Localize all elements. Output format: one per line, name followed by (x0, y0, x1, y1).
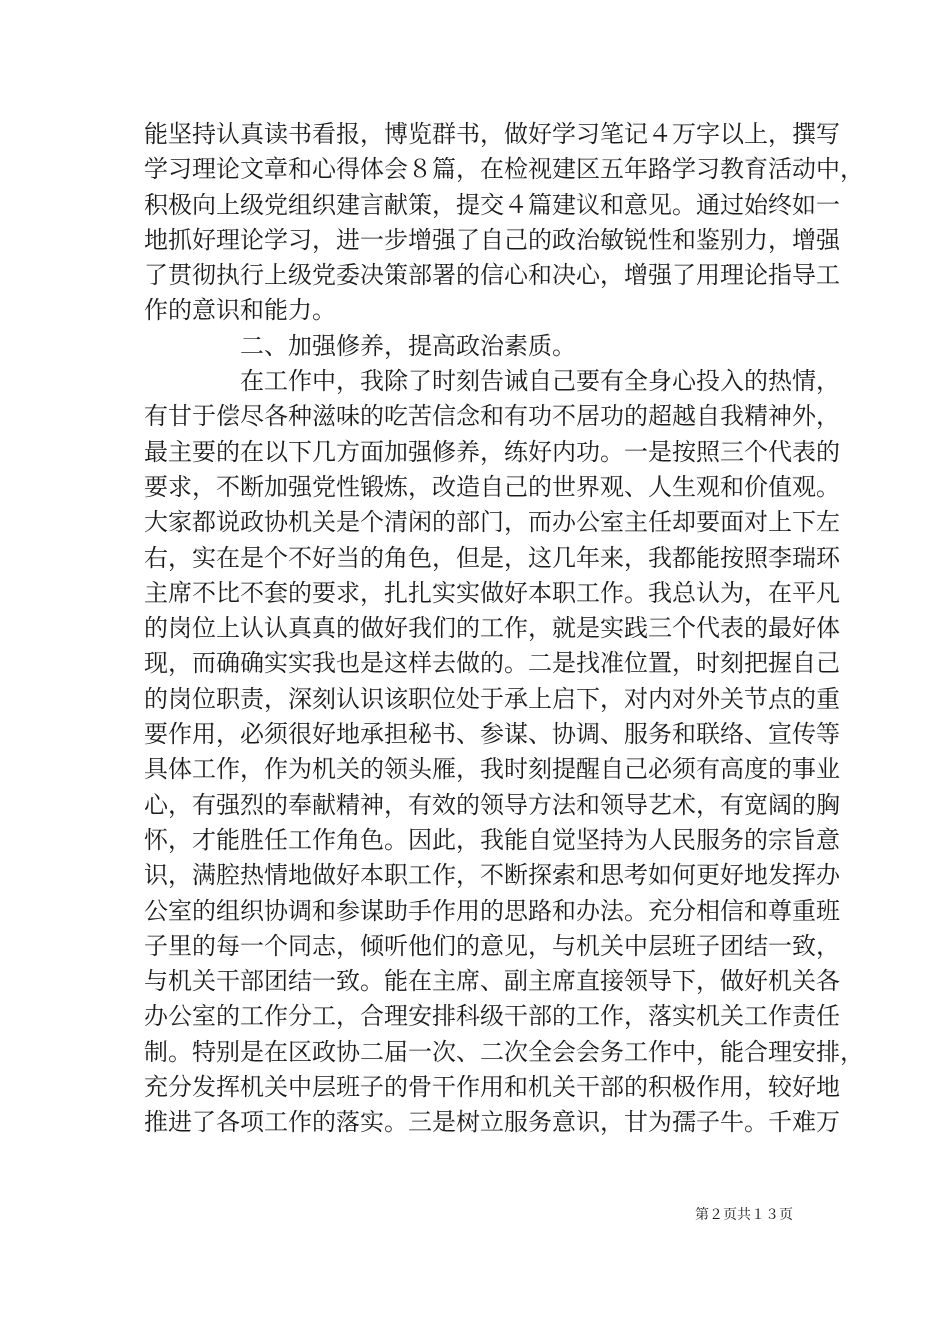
text-line: 能坚持认真读书看报，博览群书，做好学习笔记４万字以上，撰写 (144, 120, 840, 148)
text-line: 办公室的工作分工，合理安排科级干部的工作，落实机关工作责任 (144, 1002, 840, 1031)
section-heading: 二、加强修养，提高政治素质。 (240, 331, 576, 360)
text-line: 右，实在是个不好当的角色，但是，这几年来，我都能按照李瑞环 (144, 543, 840, 572)
page-number: 第２页共１３页 (695, 1207, 793, 1223)
document-body (144, 117, 864, 1141)
paragraph-first-line: 在工作中，我除了时刻告诫自己要有全身心投入的热情， (240, 367, 840, 396)
text-line: 地抓好理论学习，进一步增强了自己的政治敏锐性和鉴别力，增强 (144, 225, 840, 254)
text-line: 识，满腔热情地做好本职工作，不断探索和思考如何更好地发挥办 (144, 861, 840, 890)
text-line: 的岗位职责，深刻认识该职位处于承上启下，对内对外关节点的重 (144, 684, 840, 713)
text-line: 有甘于偿尽各种滋味的吃苦信念和有功不居功的超越自我精神外， (144, 402, 840, 431)
text-line: 作的意识和能力。 (144, 296, 336, 325)
text-line: 心，有强烈的奉献精神，有效的领导方法和领导艺术，有宽阔的胸 (144, 790, 840, 819)
page-footer (0, 1204, 950, 1224)
text-line: 推进了各项工作的落实。三是树立服务意识，甘为孺子牛。千难万 (144, 1108, 840, 1137)
text-line: 学习理论文章和心得体会８篇，在检视建区五年路学习教育活动中， (144, 155, 864, 184)
text-line: 的岗位上认认真真的做好我们的工作，就是实践三个代表的最好体 (144, 614, 840, 643)
text-line: 子里的每一个同志，倾听他们的意见，与机关中层班子团结一致， (144, 931, 840, 960)
text-line: 公室的组织协调和参谋助手作用的思路和办法。充分相信和尊重班 (144, 896, 840, 925)
text-line: 与机关干部团结一致。能在主席、副主席直接领导下，做好机关各 (144, 967, 840, 996)
text-line: 积极向上级党组织建言献策，提交４篇建议和意见。通过始终如一 (144, 190, 840, 219)
text-line: 主席不比不套的要求，扎扎实实做好本职工作。我总认为，在平凡 (144, 578, 840, 607)
text-line: 具体工作，作为机关的领头雁，我时刻提醒自己必须有高度的事业 (144, 755, 840, 784)
text-line: 充分发挥机关中层班子的骨干作用和机关干部的积极作用，较好地 (144, 1073, 840, 1102)
text-line: 制。特别是在区政协二届一次、二次全会会务工作中，能合理安排， (144, 1037, 864, 1066)
text-line: 了贯彻执行上级党委决策部署的信心和决心，增强了用理论指导工 (144, 261, 840, 290)
text-line: 要求，不断加强党性锻炼，改造自己的世界观、人生观和价值观。 (144, 472, 840, 501)
text-line: 大家都说政协机关是个清闲的部门，而办公室主任却要面对上下左 (144, 508, 840, 537)
text-line: 要作用，必须很好地承担秘书、参谋、协调、服务和联络、宣传等 (144, 720, 840, 749)
text-line: 最主要的在以下几方面加强修养，练好内功。一是按照三个代表的 (144, 437, 840, 466)
text-line: 现，而确确实实我也是这样去做的。二是找准位置，时刻把握自己 (144, 649, 840, 678)
text-line: 怀，才能胜任工作角色。因此，我能自觉坚持为人民服务的宗旨意 (144, 825, 840, 854)
